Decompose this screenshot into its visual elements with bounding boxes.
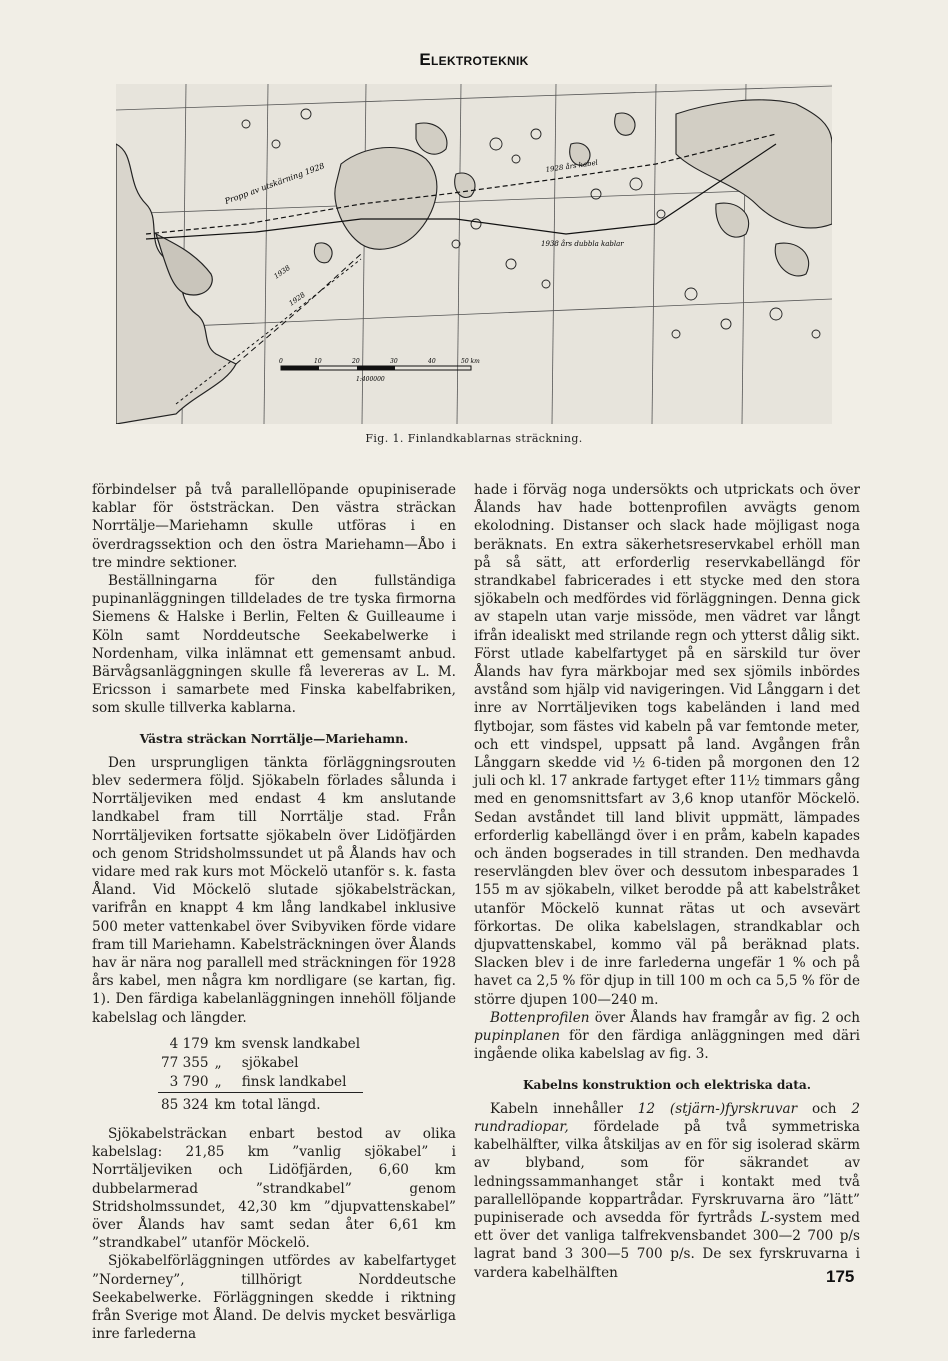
left-paragraph-5: Sjökabelförläggningen utfördes av kabelfartyget ”Norderney”, tillhörigt Norddeutsche Seekabelwerke. Förläggningen skedde i riktning från Sverige mot Åland. De delvis mycket besvärliga inre farlederna [92, 1253, 456, 1343]
scale-bar [279, 358, 480, 383]
cable-length-table [158, 1035, 363, 1115]
scale-tick-40: 40 [428, 358, 436, 365]
table-row [158, 1035, 363, 1054]
scale-tick-0: 0 [279, 358, 283, 365]
label-1928-cable: 1928 års kabel [545, 158, 599, 174]
left-paragraph-4: Sjökabelsträckan enbart bestod av olika kabelslag: 21,85 km ”vanlig sjökabel” i Norrtäljeviken och Lidöfjärden, 6,60 km dubbelarmerad ”strandkabel” genom Stridsholmssundet, 42,30 km ”djupvattenskabel” över Ålands hav samt sedan åter 6,61 km ”strandkabel” utanför Möckelö. [92, 1125, 456, 1252]
table-total-unit: km [214, 1096, 236, 1113]
table-cell-num: 77 355 [161, 1054, 209, 1071]
table-cell-num: 4 179 [169, 1035, 209, 1052]
table-cell-unit: km [214, 1035, 236, 1052]
table-cell-unit: „ [212, 1073, 239, 1093]
label-year-1938: 1938 [272, 263, 292, 281]
text-run: och [797, 1100, 852, 1117]
figure-caption: Fig. 1. Finlandkablarnas sträckning. [365, 432, 583, 445]
cable-route-map [116, 84, 832, 424]
section-heading-west: Västra sträckan Norrtälje—Mariehamn. [139, 731, 409, 746]
table-cell-num: 3 790 [158, 1073, 212, 1093]
text-run: fördelade på två symmetriska kabelhälfter, vilka åtskiljas av en för sig isolerad skärm av blyband, som för säkrandet av ledningssammanhanget står i kontakt med två parallellöpande koppartrådar. Fyrskruvarna äro ”lätt” pupiniserade och avsedda för fyrtråds [474, 1118, 860, 1226]
scale-tick-30: 30 [390, 358, 398, 365]
table-cell-desc: finsk landkabel [239, 1073, 363, 1093]
right-paragraph-2 [474, 1009, 860, 1064]
table-cell-desc: sjökabel [241, 1054, 299, 1071]
emph-rundradiopar: 2 rundradiopar, [474, 1100, 860, 1135]
table-total-row [158, 1092, 363, 1115]
table-total-num: 85 324 [161, 1096, 209, 1113]
scale-tick-50: 50 km [461, 358, 480, 365]
table-cell-unit: „ [214, 1054, 222, 1071]
scale-ratio: 1:400000 [356, 376, 385, 383]
emph-pupinplanen: pupinplanen [474, 1028, 560, 1045]
left-paragraph-2: Beställningarna för den fullständiga pupinanläggningen tilldelades de tre tyska firmorna Siemens & Halske i Berlin, Felten & Guilleaume i Köln samt Norddeutsche Seekabelwerke i Nordenham, vilka inlämnat ett gemensamt anbud. Bärvågsanläggningen skulle få levereras av L. M. Ericsson i samarbete med Finska kabelfabriken, som skulle tillverka kablarna. [92, 573, 456, 717]
label-1928-diagonal: Propp av utskärning 1928 [223, 161, 326, 206]
scale-tick-20: 20 [352, 358, 360, 365]
emph-fyrskruvar: 12 (stjärn-)fyrskruvar [637, 1100, 798, 1117]
emph-l-system: L [760, 1209, 770, 1226]
label-year-1928: 1928 [287, 290, 307, 308]
table-total-desc: total längd. [241, 1096, 321, 1113]
text-run: för den färdiga anläggningen med däri ingående olika kabelslag av fig. 3. [474, 1028, 860, 1063]
table-row [158, 1073, 363, 1093]
finland-archipelago [570, 100, 832, 276]
text-run: -system med ett över det vanliga talfrekvensbandet 300—2 700 p/s lagrat band 3 300—5 700 p/s. De sex fyrskruvarna i vardera kabelhälften [474, 1209, 860, 1281]
label-1938-cables: 1938 års dubbla kablar [541, 240, 624, 248]
right-column [474, 481, 860, 1282]
table-row [158, 1054, 363, 1073]
left-column [92, 481, 456, 1343]
text-run: Kabeln innehåller [490, 1100, 638, 1117]
right-paragraph-3 [474, 1100, 860, 1282]
running-header: Elektroteknik [419, 50, 529, 69]
left-paragraph-3: Den ursprungligen tänkta förläggningsrouten blev sedermera följd. Sjökabeln förlades sålunda i Norrtäljeviken med endast 4 km anslutande landkabel fram till Norrtälje stad. Från Norrtäljeviken fortsatte sjökabeln över Lidöfjärden och genom Stridsholmssundet ut på Ålands hav och vidare med rak kurs mot Möckelö utanför s. k. fasta Åland. Vid Möckelö slutade sjökabelsträckan, varifrån en knappt 4 km lång landkabel inklusive 500 meter vattenkabel över Svibyviken förde vidare fram till Mariehamn. Kabelsträckningen över Ålands hav är nära nog parallell med sträckningen för 1928 års kabel, men några km nordligare (se kartan, fig. 1). Den färdiga kabelanläggningen innehöll följande kabelslag och längder. [92, 754, 456, 1026]
right-paragraph-1: hade i förväg noga undersökts och utprickats och över Ålands hav hade bottenprofilen avvägts genom ekolodning. Distanser och slack hade möjligast noga beräknats. En extra säkerhetsreservkabel erhöll man på så sätt, att erforderlig reservkabellängd för strandkabel fabricerades i ett stycke med den stora sjökabeln och medfördes vid förläggningen. Denna gick av stapeln utan varje missöde, men vädret var långt ifrån idealiskt med strilande regn och ytterst dålig sikt. Först utlade kabelfartyget på en särskild tur över Ålands hav fyra märkbojar med sex sjömils inbördes avstånd som hjälp vid navigeringen. Vid Långgarn i det inre av Norrtäljeviken togs kabeländen i land med flytbojar, som fästes vid kabeln på var femtonde meter, och ett vindspel, uppsatt på land. Avgången från Långgarn skedde vid ½ 6-tiden på morgonen den 12 juli och kl. 17 ankrade fartyget efter 11½ timmars gång med en genomsnittsfart av 3,6 knop utanför Möckelö. Sedan avståndet till land blivit uppmätt, lämpades erforderlig kabellängd över i en pråm, kabeln kapades och änden bogserades in till stranden. Den medhavda reservlängden blev över och dessutom inbesparades 1 155 m av sjökabeln, vilket berodde på att kabelstråket utanför Möckelö kunnat rätas ut och avsevärt förkortas. De olika kabelslagen, strandkablar och djupvattenskabel, kommo väl på beräknad plats. Slacken blev i de inre farlederna ungefär 1 % och på havet ca 2,5 % för djup in till 100 m och ca 5,5 % för de större djupen 100—240 m. [474, 482, 860, 1008]
table-cell-desc: svensk landkabel [241, 1035, 361, 1052]
coastline-sweden [116, 144, 236, 424]
emph-bottenprofilen: Bottenprofilen [490, 1009, 590, 1026]
text-run: över Ålands hav framgår av fig. 2 och [589, 1009, 860, 1026]
scale-tick-10: 10 [314, 358, 322, 365]
page-number: 175 [826, 1267, 855, 1286]
left-paragraph-1: förbindelser på två parallellöpande opupiniserade kablar för öststräckan. Den västra sträckan Norrtälje—Mariehamn skulle utföras i en överdragssektion och den östra Mariehamn—Åbo i tre mindre sektioner. [92, 482, 456, 571]
section-heading-construction: Kabelns konstruktion och elektriska data. [522, 1077, 812, 1092]
